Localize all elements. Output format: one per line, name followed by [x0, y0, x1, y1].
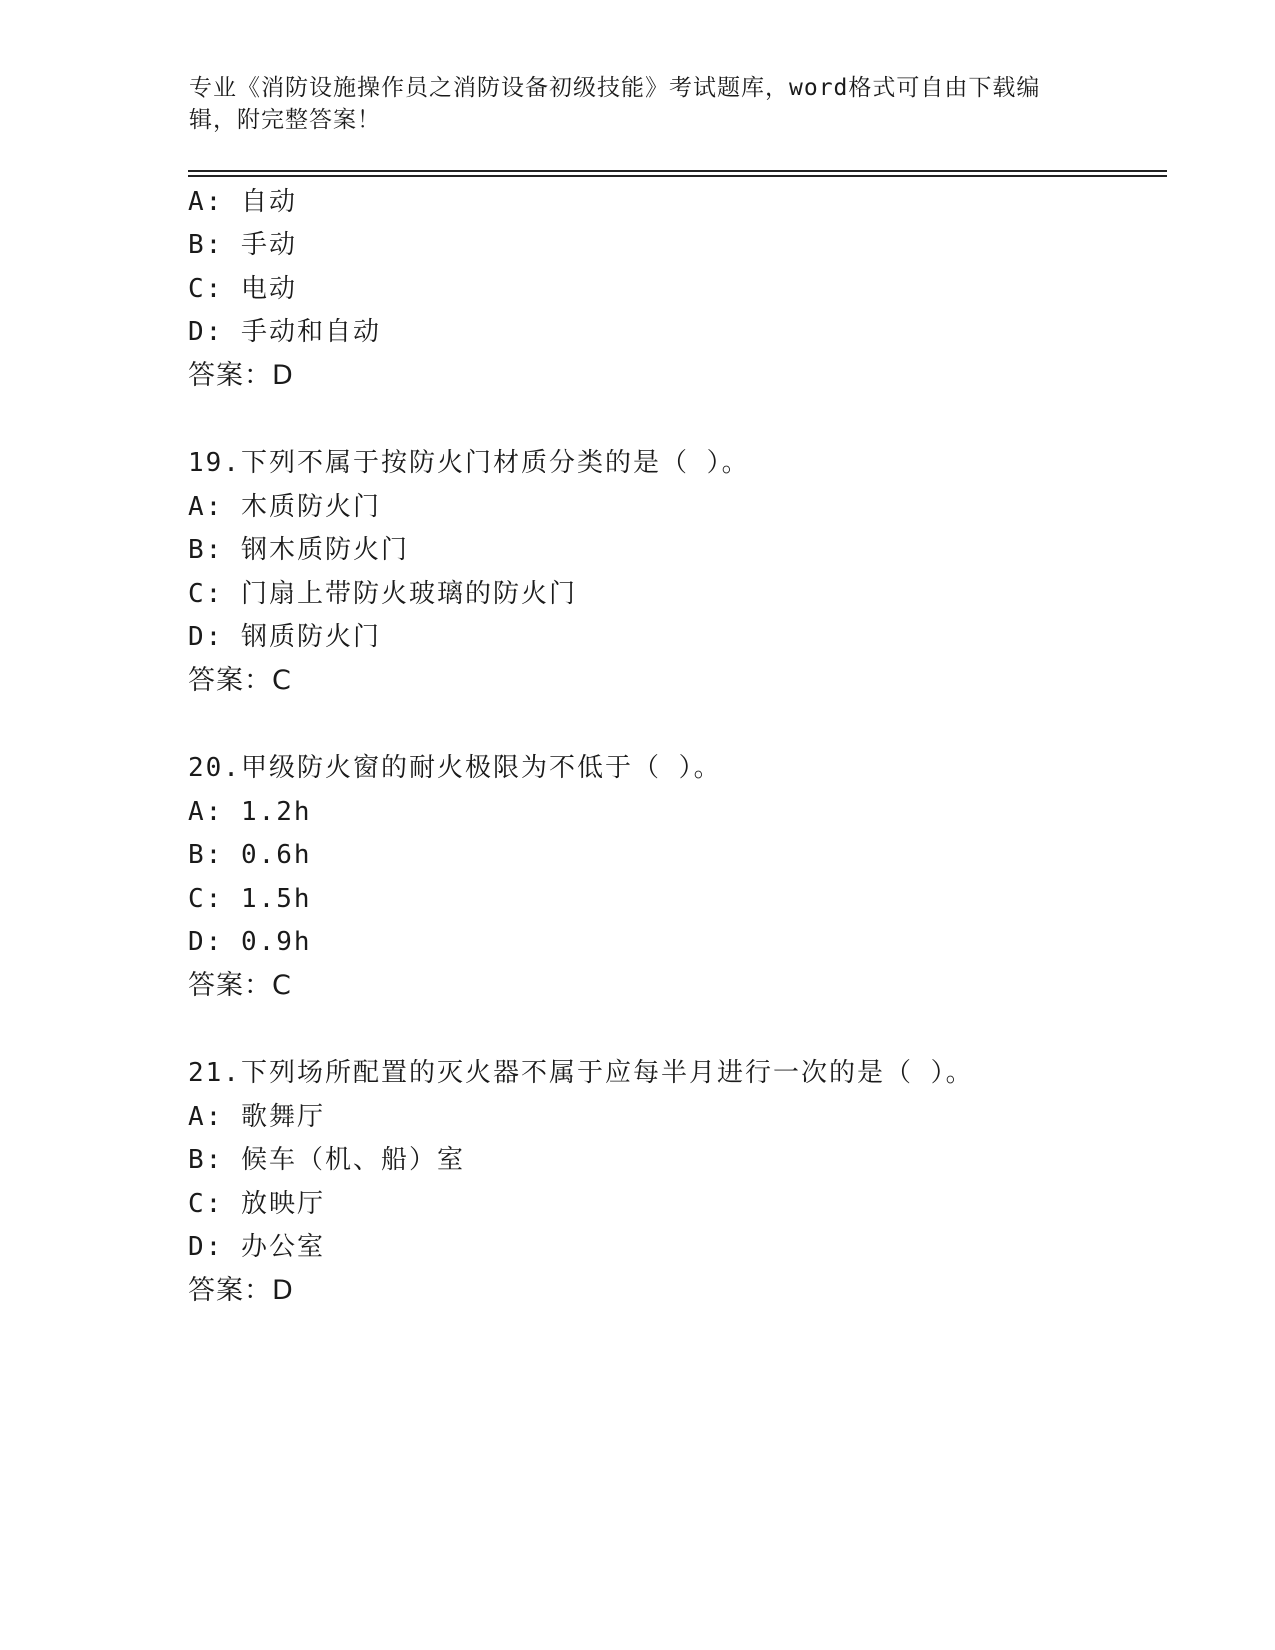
- q19-option-c: C: 门扇上带防火玻璃的防火门: [188, 579, 577, 609]
- header-divider-bottom: [188, 175, 1167, 177]
- q20-question: 20.甲级防火窗的耐火极限为不低于（ ）。: [188, 753, 722, 783]
- q18-option-a: A: 自动: [188, 187, 297, 217]
- header-divider-top: [188, 170, 1167, 172]
- q20-option-a: A: 1.2h: [188, 797, 312, 827]
- q20-option-b: B: 0.6h: [188, 840, 312, 870]
- header-title-line-2: 辑，附完整答案！: [189, 107, 381, 133]
- q21-option-d: D: 办公室: [188, 1232, 325, 1262]
- q21-question: 21.下列场所配置的灭火器不属于应每半月进行一次的是（ ）。: [188, 1058, 974, 1088]
- q21-answer: 答案：D: [188, 1275, 294, 1306]
- header-title-line-1: 专业《消防设施操作员之消防设备初级技能》考试题库，word格式可自由下载编: [189, 75, 1041, 101]
- q20-option-d: D: 0.9h: [188, 927, 312, 957]
- q21-option-b: B: 候车（机、船）室: [188, 1145, 465, 1175]
- q19-question: 19.下列不属于按防火门材质分类的是（ ）。: [188, 448, 750, 478]
- q18-option-b: B: 手动: [188, 230, 297, 260]
- q21-option-c: C: 放映厅: [188, 1189, 325, 1219]
- q19-option-b: B: 钢木质防火门: [188, 535, 409, 565]
- q21-option-a: A: 歌舞厅: [188, 1102, 325, 1132]
- q20-option-c: C: 1.5h: [188, 884, 312, 914]
- q18-option-d: D: 手动和自动: [188, 317, 381, 347]
- q19-option-a: A: 木质防火门: [188, 492, 381, 522]
- q19-answer: 答案：C: [188, 665, 292, 696]
- q18-answer: 答案：D: [188, 360, 294, 391]
- q19-option-d: D: 钢质防火门: [188, 622, 381, 652]
- q20-answer: 答案：C: [188, 970, 292, 1001]
- q18-option-c: C: 电动: [188, 274, 297, 304]
